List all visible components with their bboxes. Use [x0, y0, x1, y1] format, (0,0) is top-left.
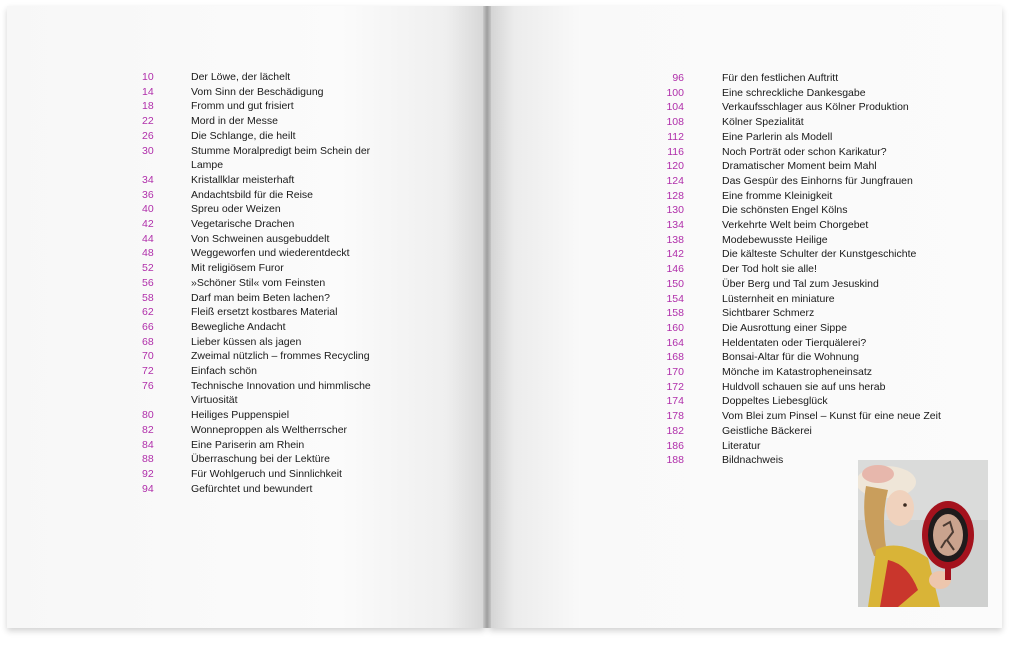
toc-entry-title: Verkaufsschlager aus Kölner Produktion — [722, 101, 909, 114]
toc-page-number: 182 — [666, 424, 684, 437]
toc-entry — [0, 115, 1009, 130]
toc-page-number: 72 — [142, 365, 154, 378]
toc-page-number: 82 — [142, 423, 154, 436]
toc-entry-title: Bonsai-Altar für die Wohnung — [722, 351, 859, 364]
toc-entry-title: Heiliges Puppenspiel — [191, 409, 290, 422]
toc-entry-title: Geistliche Bäckerei — [722, 424, 812, 437]
toc-entry-title: Verkehrte Welt beim Chorgebet — [722, 219, 869, 232]
toc-page-number: 56 — [142, 276, 154, 289]
toc-entry-title: Weggeworfen und wiederentdeckt — [191, 247, 350, 260]
toc-page-number: 96 — [672, 72, 684, 84]
toc-page-number: 128 — [666, 189, 684, 202]
toc-entry-title: Darf man beim Beten lachen? — [191, 291, 330, 304]
toc-entry — [0, 100, 1009, 115]
toc-entry — [0, 247, 1009, 262]
toc-page-number: 116 — [667, 145, 684, 158]
toc-entry-title: Die kälteste Schulter der Kunstgeschichte — [722, 248, 917, 261]
toc-page-number: 142 — [666, 248, 684, 261]
toc-entry — [0, 130, 1009, 145]
toc-entry — [0, 439, 1009, 454]
toc-entry — [0, 218, 1009, 233]
toc-page-number: 26 — [142, 129, 154, 142]
toc-page-number: 172 — [666, 380, 684, 393]
toc-entry-title: Gefürchtet und bewundert — [191, 482, 313, 495]
toc-entry-title: Zweimal nützlich – frommes Recycling — [191, 350, 370, 363]
toc-page-number: 52 — [142, 262, 154, 275]
toc-entry — [0, 409, 1009, 424]
toc-entry-title: Eine Parlerin als Modell — [722, 130, 833, 143]
toc-entry — [0, 189, 1009, 204]
toc-entry-title: »Schöner Stil« vom Feinsten — [191, 276, 326, 289]
toc-page-number: 124 — [666, 174, 684, 187]
toc-entry-title: Stumme Moralpredigt beim Schein der Lampe — [191, 144, 371, 172]
toc-page-number: 68 — [142, 335, 154, 348]
toc-entry-title: Mit religiösem Furor — [191, 262, 284, 275]
figurine-illustration — [858, 460, 988, 607]
toc-entry-title: Überraschung bei der Lektüre — [191, 453, 330, 466]
toc-entry-title: Fleiß ersetzt kostbares Material — [191, 306, 338, 319]
toc-page-number: 94 — [142, 482, 154, 495]
toc-entry-title: Eine schreckliche Dankesgabe — [722, 86, 866, 99]
toc-entry-title: Kristallklar meisterhaft — [191, 173, 295, 186]
toc-entry-title: Der Tod holt sie alle! — [722, 263, 817, 276]
toc-page-number: 76 — [142, 379, 154, 392]
toc-entry — [0, 306, 1009, 321]
toc-page-number: 58 — [142, 291, 154, 304]
toc-page-number: 174 — [666, 395, 684, 408]
toc-page-number: 100 — [666, 86, 684, 99]
toc-entry — [0, 86, 1009, 101]
toc-page-number: 30 — [142, 144, 154, 157]
toc-entry-title: Bewegliche Andacht — [191, 320, 286, 333]
toc-page-number: 168 — [666, 351, 684, 364]
toc-page-number: 130 — [666, 204, 684, 217]
toc-entry — [0, 482, 484, 497]
toc-entry-title: Von Schweinen ausgebuddelt — [191, 232, 330, 245]
toc-page-number: 80 — [142, 409, 154, 422]
toc-page-number: 158 — [666, 307, 684, 320]
toc-entry — [0, 292, 1009, 307]
toc-entry-title: Mord in der Messe — [191, 115, 278, 128]
toc-entry — [0, 174, 1009, 189]
toc-entry — [0, 424, 1009, 439]
toc-entry-title: Die Ausrottung einer Sippe — [722, 321, 847, 334]
toc-entry-title: Bildnachweis — [722, 454, 784, 467]
toc-page-number: 84 — [142, 438, 154, 451]
toc-page-number: 164 — [666, 336, 684, 349]
toc-entry-title: Vom Blei zum Pinsel – Kunst für eine neue Zeit — [722, 410, 941, 423]
toc-entry — [0, 71, 1009, 86]
toc-page-number: 104 — [666, 101, 684, 114]
toc-entry — [0, 336, 1009, 351]
toc-page-number: 70 — [142, 350, 154, 363]
toc-entry — [0, 467, 484, 482]
toc-page-number: 10 — [142, 71, 154, 83]
toc-page-number: 36 — [142, 188, 154, 201]
toc-entry-title: Für Wohlgeruch und Sinnlichkeit — [191, 467, 342, 480]
toc-page-number: 62 — [142, 306, 154, 319]
toc-entry — [0, 350, 1009, 365]
toc-entry-title: Sichtbarer Schmerz — [722, 307, 815, 320]
toc-entry-title: Die Schlange, die heilt — [191, 129, 296, 142]
toc-entry-title: Literatur — [722, 439, 761, 452]
toc-entry-title: Kölner Spezialität — [722, 116, 804, 129]
toc-entry — [0, 145, 1009, 160]
toc-entry-title: Andachtsbild für die Reise — [191, 188, 313, 201]
toc-page-number: 138 — [666, 233, 684, 246]
toc-page-number: 178 — [666, 410, 684, 423]
toc-entry-title: Die schönsten Engel Kölns — [722, 204, 848, 217]
toc-entry-title: Dramatischer Moment beim Mahl — [722, 160, 877, 173]
toc-page-number: 14 — [142, 85, 154, 98]
toc-entry — [0, 159, 1009, 174]
toc-page-number: 88 — [142, 453, 154, 466]
toc-entry — [0, 321, 1009, 336]
toc-entry-title: Spreu oder Weizen — [191, 203, 281, 216]
toc-page-number: 44 — [142, 232, 154, 245]
figure-photo — [858, 460, 988, 607]
toc-entry-title: Doppeltes Liebesglück — [722, 395, 828, 408]
toc-entry-title: Noch Porträt oder schon Karikatur? — [722, 145, 887, 158]
toc-entry — [0, 394, 1009, 409]
toc-page-number: 188 — [666, 454, 684, 467]
toc-page-number: 186 — [666, 439, 684, 452]
toc-entry-title: Das Gespür des Einhorns für Jungfrauen — [722, 174, 913, 187]
toc-entry — [0, 365, 1009, 380]
toc-page-number: 34 — [142, 173, 154, 186]
toc-page-number: 40 — [142, 203, 154, 216]
toc-entry — [0, 203, 1009, 218]
toc-entry-title: Huldvoll schauen sie auf uns herab — [722, 380, 886, 393]
toc-page-number: 160 — [666, 321, 684, 334]
toc-entry-title: Mönche im Katastropheneinsatz — [722, 366, 872, 379]
toc-page-number: 42 — [142, 218, 154, 231]
toc-entry — [0, 277, 1009, 292]
toc-entry-title: Vegetarische Drachen — [191, 218, 295, 231]
toc-entry-title: Vom Sinn der Beschädigung — [191, 85, 324, 98]
toc-entry-title: Über Berg und Tal zum Jesuskind — [722, 277, 879, 290]
toc-entry-title: Heldentaten oder Tierquälerei? — [722, 336, 867, 349]
toc-entry-title: Für den festlichen Auftritt — [722, 72, 839, 84]
toc-entry-title: Fromm und gut frisiert — [191, 100, 294, 113]
toc-page-number: 92 — [142, 467, 154, 480]
toc-entry-title: Lüsternheit en miniature — [722, 292, 835, 305]
toc-entry-title: Technische Innovation und himmlische Virtuosität — [191, 379, 371, 407]
toc-right-list — [0, 71, 1009, 468]
toc-entry — [0, 233, 1009, 248]
toc-page-number: 112 — [667, 130, 684, 143]
toc-entry-title: Einfach schön — [191, 365, 257, 378]
toc-page-number: 134 — [666, 219, 684, 232]
toc-entry — [0, 380, 1009, 395]
toc-page-number: 108 — [666, 116, 684, 129]
toc-page-number: 48 — [142, 247, 154, 260]
toc-page-number: 22 — [142, 115, 154, 128]
toc-entry-title: Modebewusste Heilige — [722, 233, 828, 246]
toc-page-number: 66 — [142, 320, 154, 333]
toc-entry-title: Der Löwe, der lächelt — [191, 71, 291, 83]
toc-entry-title: Lieber küssen als jagen — [191, 335, 302, 348]
toc-page-number: 154 — [666, 292, 684, 305]
toc-entry-title: Eine fromme Kleinigkeit — [722, 189, 833, 202]
toc-page-number: 120 — [666, 160, 684, 173]
toc-page-number: 170 — [666, 366, 684, 379]
toc-page-number: 150 — [666, 277, 684, 290]
toc-entry-title: Eine Pariserin am Rhein — [191, 438, 305, 451]
toc-entry — [0, 262, 1009, 277]
toc-page-number: 146 — [666, 263, 684, 276]
toc-page-number: 18 — [142, 100, 154, 113]
toc-entry-title: Wonneproppen als Weltherrscher — [191, 423, 348, 436]
